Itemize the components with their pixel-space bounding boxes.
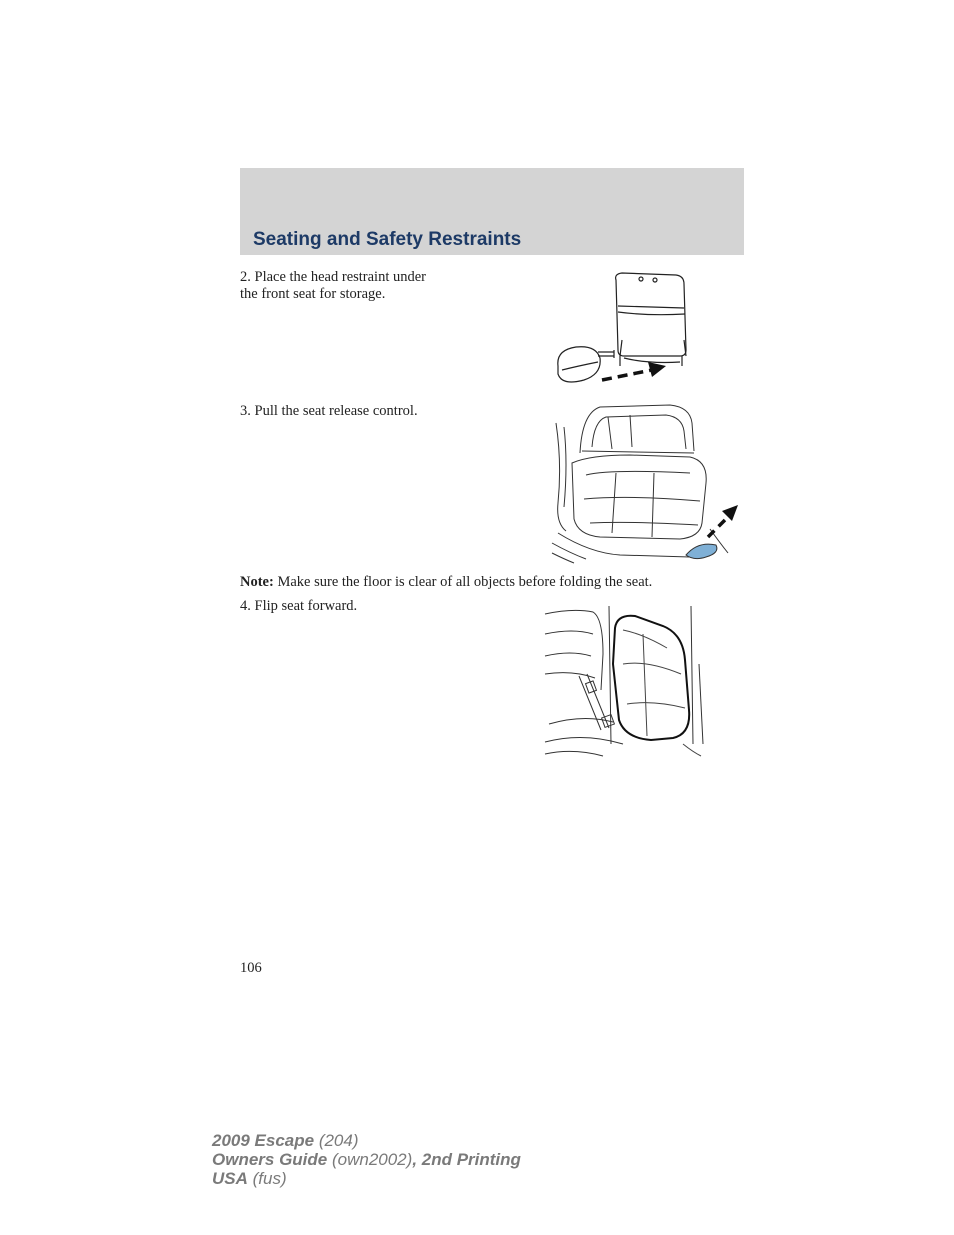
step-3-text [240,403,418,420]
footer-market: USA [212,1169,248,1188]
step-2-text [240,269,426,303]
step-2-line-1: 2. Place the head restraint under [240,269,427,285]
document-footer [212,1131,521,1188]
note-text: Make sure the floor is clear of all objects before folding the seat. [273,574,653,590]
step-3-line-1: 3. Pull the seat release control. [240,403,418,419]
note-paragraph [240,574,652,591]
footer-printing: , 2nd Printing [412,1150,521,1169]
footer-line-3 [212,1169,521,1188]
step-4-text [240,598,357,615]
section-header [240,168,744,255]
section-title: Seating and Safety Restraints [253,229,522,250]
footer-line-2 [212,1150,521,1169]
footer-market-code: (fus) [247,1169,287,1188]
footer-guide-code: (own2002) [327,1150,413,1169]
footer-model-code: (204) [314,1131,359,1150]
footer-line-1 [212,1131,521,1150]
step-4-line-1: 4. Flip seat forward. [240,598,358,614]
note-label: Note: [240,574,274,590]
footer-model: 2009 Escape [212,1131,315,1150]
step-2-line-2: the front seat for storage. [240,286,386,302]
seat-release-control-illustration [550,403,742,565]
head-restraint-storage-illustration [548,270,698,392]
footer-guide: Owners Guide [212,1150,328,1169]
flip-seat-forward-illustration [543,604,707,758]
page-number: 106 [240,960,262,976]
